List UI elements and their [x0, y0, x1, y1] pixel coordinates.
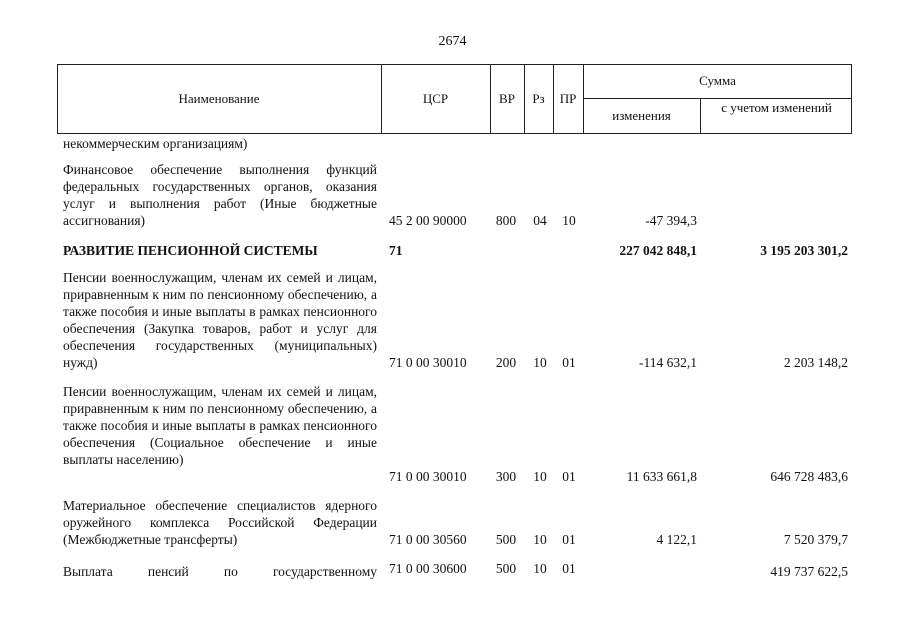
row-pr: 01 — [562, 469, 576, 484]
row-name: Пенсии военнослужащим, членам их семей и лицам, приравненным к ним по пенсионному обеспечению, а также пособия и иные выплаты в рамках пенсионного обеспечения (Закупка товаров, работ и услуг для обеспечения государственных (муниципальных) нужд) — [63, 270, 377, 370]
row-vr: 800 — [495, 213, 517, 228]
header-bottom-border — [57, 133, 852, 134]
row-name: некоммерческим организациям) — [63, 136, 248, 151]
row-name: Выплата пенсий по государственному — [63, 564, 377, 579]
row-vr: 300 — [495, 469, 517, 484]
row-rz: 10 — [533, 469, 547, 484]
row-pr: 10 — [562, 213, 576, 228]
row-change: -114 632,1 — [639, 355, 697, 370]
row-vr: 200 — [495, 355, 517, 370]
row-name: Пенсии военнослужащим, членам их семей и лицам, приравненным к ним по пенсионному обеспечению, а также пособия и иные выплаты в рамках пенсионного обеспечения (Социальное обеспечение и иные выплаты населению) — [63, 384, 377, 467]
header-pr: ПР — [559, 91, 577, 106]
header-rz: Рз — [532, 91, 545, 106]
row-pr: 01 — [562, 561, 576, 576]
header-sum: Сумма — [699, 73, 736, 88]
row-csr: 71 0 00 30560 — [389, 532, 467, 547]
table-header — [57, 64, 852, 134]
header-vr: ВР — [499, 91, 515, 106]
header-csr: ЦСР — [422, 91, 449, 106]
row-csr: 45 2 00 90000 — [389, 213, 467, 228]
row-total: 3 195 203 301,2 — [760, 243, 848, 258]
header-change: изменения — [612, 108, 671, 123]
sum-divider — [583, 98, 852, 99]
row-change: -47 394,3 — [645, 213, 697, 228]
row-rz: 10 — [533, 561, 547, 576]
header-name: Наименование — [178, 91, 260, 106]
row-csr: 71 0 00 30600 — [389, 561, 467, 576]
page-number: 2674 — [438, 34, 467, 49]
row-csr: 71 0 00 30010 — [389, 469, 467, 484]
row-pr: 01 — [562, 355, 576, 370]
row-vr: 500 — [495, 561, 517, 576]
row-csr: 71 0 00 30010 — [389, 355, 467, 370]
header-top-border — [57, 64, 852, 65]
row-rz: 10 — [533, 355, 547, 370]
row-total: 7 520 379,7 — [783, 532, 848, 547]
row-pr: 01 — [562, 532, 576, 547]
row-change: 11 633 661,8 — [626, 469, 697, 484]
section-title: РАЗВИТИЕ ПЕНСИОННОЙ СИСТЕМЫ — [63, 243, 318, 258]
row-change: 4 122,1 — [656, 532, 697, 547]
row-name: Материальное обеспечение специалистов ядерного оружейного комплекса Российской Федерации (Межбюджетные трансферты) — [63, 498, 377, 547]
row-rz: 10 — [533, 532, 547, 547]
row-change: 227 042 848,1 — [619, 243, 697, 258]
row-total: 419 737 622,5 — [770, 564, 848, 579]
row-csr: 71 — [389, 243, 403, 258]
row-total: 646 728 483,6 — [770, 469, 848, 484]
header-with-changes: с учетом изменений — [721, 100, 832, 115]
row-total: 2 203 148,2 — [783, 355, 848, 370]
row-name: Финансовое обеспечение выполнения функций федеральных государственных органов, оказания услуг и выполнения работ (Иные бюджетные ассигнования) — [63, 162, 377, 228]
row-rz: 04 — [533, 213, 547, 228]
row-vr: 500 — [495, 532, 517, 547]
